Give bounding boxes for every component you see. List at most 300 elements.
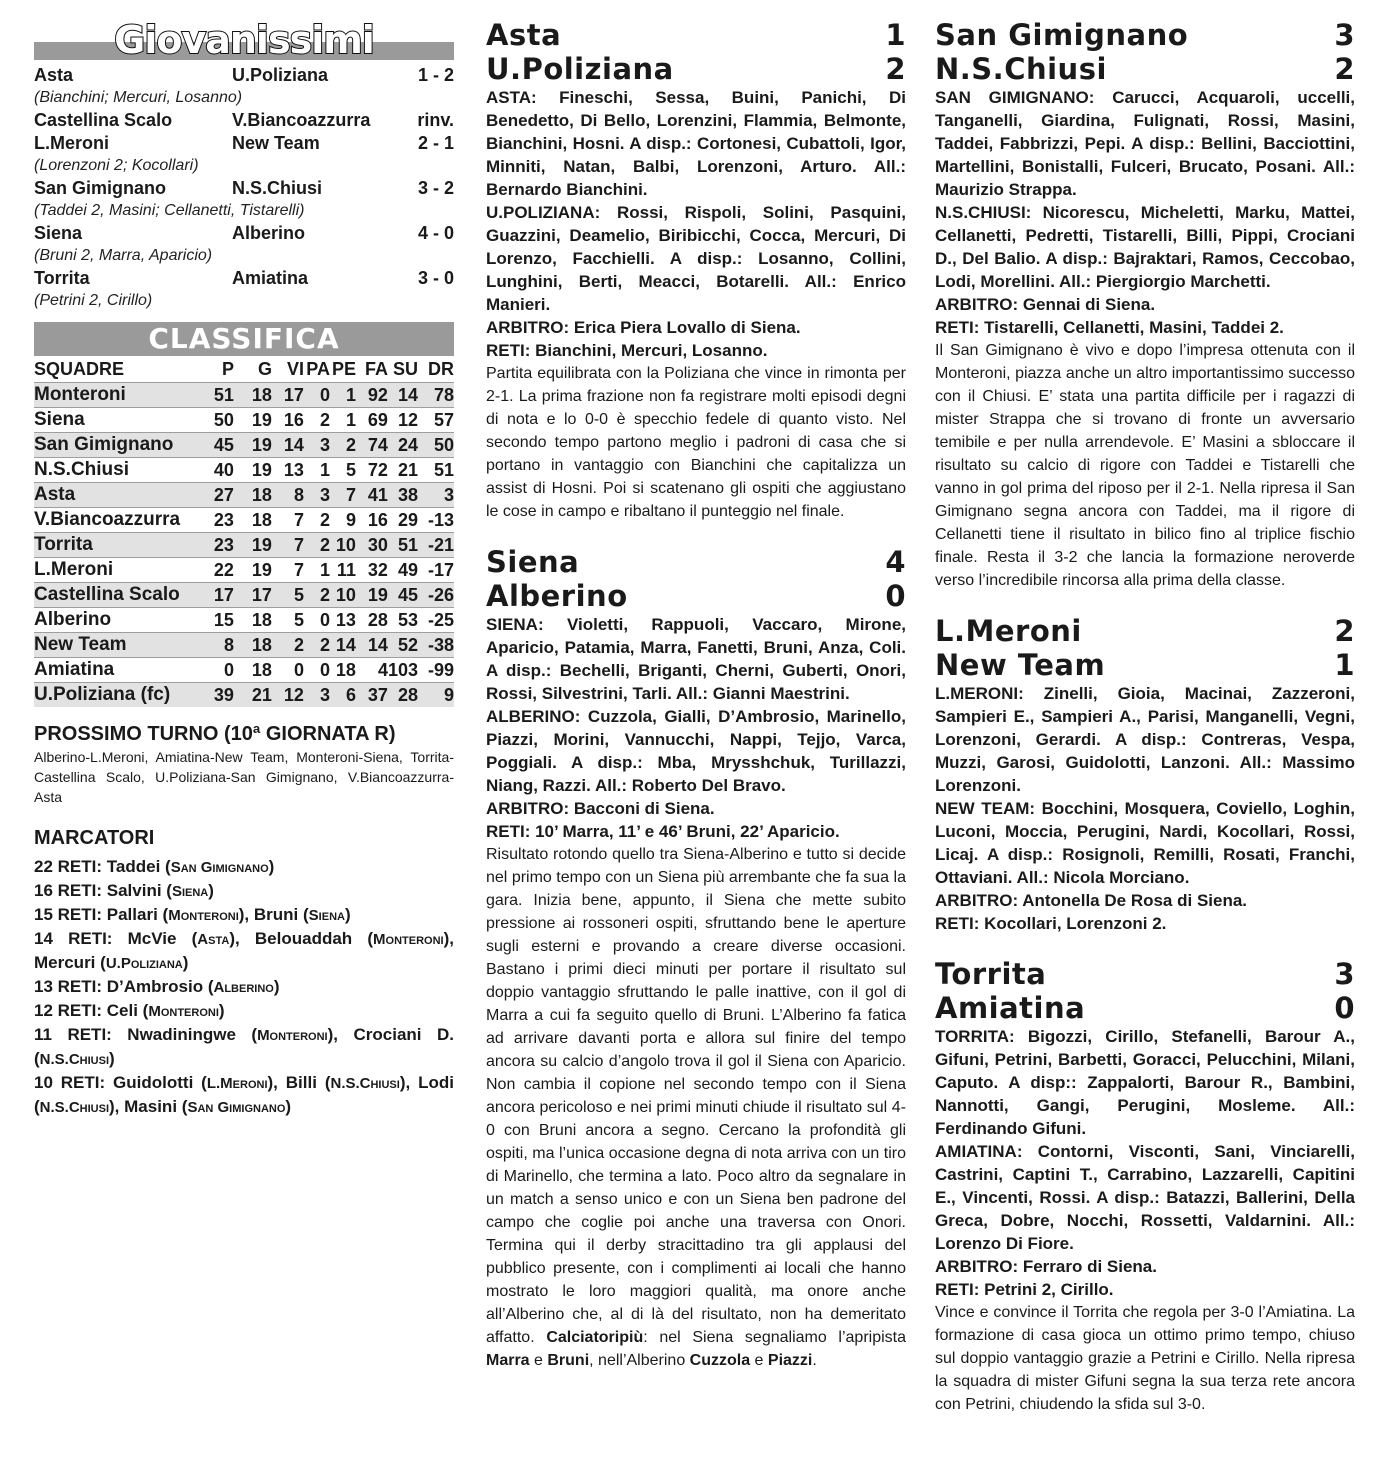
standings-cell: 18 <box>234 608 272 633</box>
standings-cell: 19 <box>234 408 272 433</box>
standings-cell: 18 <box>234 508 272 533</box>
result-scorers: (Bruni 2, Marra, Aparicio) <box>34 247 213 264</box>
standings-team: San Gimignano <box>34 433 194 458</box>
player-highlight: Cuzzola <box>689 1352 751 1369</box>
standings-cell: 14 <box>272 433 304 458</box>
standings-cell: 78 <box>418 383 454 408</box>
standings-cell: 5 <box>272 583 304 608</box>
standings-team: U.Poliziana (fc) <box>34 683 194 708</box>
match-report-text: Partita equilibrata con la Poliziana che vince in rimonta per 2-1. La prima frazione non fa registrare molti episodi degni di nota e lo 0-0 è specchio fedele di quanto visto. Nel secondo tempo partono meglio i padroni di casa che si portano in vantaggio con Bianchini che capitalizza un assist di Hosni. Poi si scatenano gli ospiti che aggiustano le cose in campo e ribaltano il punteggio nel finale. <box>486 365 906 520</box>
away-goals: 2 <box>885 52 906 86</box>
standings-cell: 2 <box>304 633 330 658</box>
standings-cell: 19 <box>234 558 272 583</box>
result-scorers: (Bianchini; Mercuri, Losanno) <box>34 89 243 106</box>
standings-cell: 27 <box>194 483 234 508</box>
result-scorers: (Lorenzoni 2; Kocollari) <box>34 157 199 174</box>
calciatoripiu-label: Calciatoripiù <box>546 1329 644 1346</box>
standings-cell: 41 <box>356 483 388 508</box>
match-away-row <box>935 991 1355 1025</box>
match-report <box>935 1301 1355 1416</box>
standings-row <box>34 508 454 533</box>
scorer-goals: 22 RETI: <box>34 857 103 876</box>
scorer-team: U.Poliziana <box>105 955 183 972</box>
standings-cell: 0 <box>194 658 234 683</box>
standings-row <box>34 458 454 483</box>
standings-cell: 10 <box>330 583 356 608</box>
scorer-name: Crociani D. <box>353 1025 454 1044</box>
standings-cell: 50 <box>418 433 454 458</box>
standings-cell: 74 <box>356 433 388 458</box>
player-highlight: Bruni <box>547 1352 590 1369</box>
standings-cell: 5 <box>272 608 304 633</box>
match-block <box>486 545 906 1372</box>
standings-cell: 0 <box>304 658 330 683</box>
away-team: U.Poliziana <box>232 65 329 85</box>
standings-cell: 19 <box>234 458 272 483</box>
match-report <box>935 339 1355 592</box>
standings-cell: 0 <box>272 658 304 683</box>
scorer-name: Salvini <box>106 881 162 900</box>
standings-cell: 53 <box>388 608 418 633</box>
scorer-name: Nwadiningwe <box>127 1025 236 1044</box>
standings-cell: 21 <box>388 458 418 483</box>
scorer-goals: 11 RETI: <box>34 1025 112 1044</box>
standings-cell: 50 <box>194 408 234 433</box>
home-team: Siena <box>34 223 83 243</box>
standings-cell: 18 <box>234 483 272 508</box>
match-home-row <box>935 18 1355 52</box>
scorer-goals: 14 RETI: <box>34 929 113 948</box>
scorer-name: D’Ambrosio <box>106 977 204 996</box>
standings-cell: 51 <box>388 533 418 558</box>
standings-cell: 22 <box>194 558 234 583</box>
scorer-name: Taddei <box>106 857 161 876</box>
standings-cell: 14 <box>388 383 418 408</box>
standings-cell: 10 <box>330 533 356 558</box>
standings-cell: -38 <box>418 633 454 658</box>
match-info-line: RETI: Kocollari, Lorenzoni 2. <box>935 914 1167 933</box>
home-team-name: L.Meroni <box>935 614 1082 648</box>
standings-row <box>34 433 454 458</box>
standings-cell: 14 <box>356 633 388 658</box>
standings-row <box>34 633 454 658</box>
result-row <box>34 267 454 290</box>
away-team: N.S.Chiusi <box>232 178 323 198</box>
standings-cell: 2 <box>304 408 330 433</box>
standings-cell: 69 <box>356 408 388 433</box>
standings-row <box>34 683 454 708</box>
result-row <box>34 177 454 200</box>
away-team-name: U.Poliziana <box>486 52 674 86</box>
scorer-team: San Gimignano <box>187 1099 286 1116</box>
match-block <box>935 614 1355 935</box>
standings-team: L.Meroni <box>34 558 194 583</box>
standings-header-cell: P <box>221 359 234 379</box>
standings-cell: 45 <box>194 433 234 458</box>
match-info-line: ARBITRO: Gennai di Siena. <box>935 295 1156 314</box>
match-home-row <box>486 18 906 52</box>
standings-cell: 0 <box>304 383 330 408</box>
standings-cell: 9 <box>330 508 356 533</box>
standings-cell: 40 <box>194 458 234 483</box>
home-team-name: Siena <box>486 545 580 579</box>
standings-cell: 5 <box>330 458 356 483</box>
match-info-line: ASTA: Fineschi, Sessa, Buini, Panichi, Di Benedetto, Di Bello, Lorenzini, Flammia, Belmonte, Bianchini, Hosni. A disp.: Cortonesi, Cubattoli, Igor, Minniti, Natan, Balbi, Lorenzoni, Arturo. All.: Bernardo Bianchini. <box>486 88 906 199</box>
match-home-row <box>935 957 1355 991</box>
match-info-line: AMIATINA: Contorni, Visconti, Sani, Vinciarelli, Castrini, Captini T., Carrabino, Lazzarelli, Capitini E., Vincenti, Rossi. A disp.: Batazzi, Ballerini, Della Greca, Dobre, Nocchi, Rossetti, Valdarnini. All.: Lorenzo Di Fiore. <box>935 1142 1355 1253</box>
standings-cell: 3 <box>304 683 330 708</box>
standings-cell: 30 <box>356 533 388 558</box>
standings-cell: 28 <box>356 608 388 633</box>
standings-cell: 18 <box>330 658 356 683</box>
match-info-line: ARBITRO: Ferraro di Siena. <box>935 1257 1157 1276</box>
standings-cell: 32 <box>356 558 388 583</box>
match-info-line: SIENA: Violetti, Rappuoli, Vaccaro, Mirone, Aparicio, Patamia, Marra, Fanetti, Bruni, Anza, Coli. A disp.: Bechelli, Briganti, Cherni, Guberti, Onori, Rossi, Silvestrini, Tarli. All.: Gianni Maestrini. <box>486 615 906 703</box>
away-goals: 1 <box>1334 648 1355 682</box>
result-scorers: (Taddei 2, Masini; Cellanetti, Tistarelli) <box>34 202 305 219</box>
scorer-team: L.Meroni <box>206 1075 268 1092</box>
report-text: e <box>529 1352 548 1369</box>
standings-cell: 51 <box>418 458 454 483</box>
match-info-line: SAN GIMIGNANO: Carucci, Acquaroli, uccelli, Tanganelli, Giardina, Fulignati, Rossi, Masini, Taddei, Fabbrizzi, Pepi. A disp.: Bellini, Bacciottini, Martellini, Bonistalli, Fulceri, Brucato, Posani. All.: Maurizio Strappa. <box>935 88 1355 199</box>
scorer-team: Monteroni <box>148 1003 219 1020</box>
report-text: e <box>750 1352 768 1369</box>
scorer-name: Billi <box>285 1073 317 1092</box>
home-goals: 4 <box>885 545 906 579</box>
away-goals: 0 <box>885 579 906 613</box>
match-info-line: TORRITA: Bigozzi, Cirillo, Stefanelli, Barour A., Gifuni, Petrini, Barbetti, Goracci, Pelucchini, Milani, Caputo. A disp:: Zappalorti, Barour R., Bambini, Nannotti, Gangi, Perugini, Mosleme. All.: Ferdinando Gifuni. <box>935 1027 1355 1138</box>
classifica-title: CLASSIFICA <box>148 322 340 355</box>
standings-header-cell: DR <box>428 359 454 379</box>
match-info-line: N.S.CHIUSI: Nicorescu, Micheletti, Marku, Mattei, Cellanetti, Pedretti, Tistarelli, Billi, Pippi, Crociani D., Del Balio. A disp.: Bajraktari, Ramos, Ceccobao, Lodi, Morellini. All.: Piergiorgio Marchetti. <box>935 203 1355 291</box>
scorer-team: N.S.Chiusi <box>39 1051 110 1068</box>
scorer-team: Asta <box>197 931 230 948</box>
standings-cell: 13 <box>330 608 356 633</box>
scorer-line: 13 RETI: D’Ambrosio (Alberino) <box>34 977 280 996</box>
standings-cell: 2 <box>304 583 330 608</box>
standings-row <box>34 583 454 608</box>
middle-column <box>486 18 906 1394</box>
marcatori-title: MARCATORI <box>34 827 155 849</box>
standings-team: Monteroni <box>34 383 194 408</box>
match-info-line: RETI: 10’ Marra, 11’ e 46’ Bruni, 22’ Aparicio. <box>486 822 840 841</box>
scorer-name: Celi <box>106 1001 138 1020</box>
scorer-line: 12 RETI: Celi (Monteroni) <box>34 1001 225 1020</box>
standings-header-cell: VI <box>286 359 304 379</box>
away-team-name: Amiatina <box>935 991 1086 1025</box>
standings-cell: 17 <box>234 583 272 608</box>
match-info-line: NEW TEAM: Bocchini, Mosquera, Coviello, Loghin, Luconi, Moccia, Perugini, Nardi, Kocollari, Rossi, Licaj. A disp.: Rosignoli, Remilli, Rosati, Franchi, Ottaviani. All.: Nicola Morciano. <box>935 799 1355 887</box>
home-team-name: Asta <box>486 18 562 52</box>
standings-table <box>34 356 454 707</box>
standings-cell: 12 <box>272 683 304 708</box>
marcatori-list <box>34 855 454 1119</box>
standings-cell: 1 <box>330 408 356 433</box>
result-scorers: (Petrini 2, Cirillo) <box>34 292 153 309</box>
away-team: New Team <box>232 133 320 153</box>
home-team: Asta <box>34 65 74 85</box>
standings-cell: 49 <box>388 558 418 583</box>
player-highlight: Piazzi <box>767 1352 813 1369</box>
standings-cell: 45 <box>388 583 418 608</box>
scorer-goals: 10 RETI: <box>34 1073 106 1092</box>
scorer-line: 16 RETI: Salvini (Siena) <box>34 881 214 900</box>
standings-team: N.S.Chiusi <box>34 458 194 483</box>
standings-header-cell: G <box>257 359 272 379</box>
standings-team: New Team <box>34 633 194 658</box>
home-goals: 2 <box>1334 614 1355 648</box>
classifica-banner <box>34 322 454 356</box>
scorer-name: Belouaddah <box>254 929 353 948</box>
standings-cell: 2 <box>272 633 304 658</box>
standings-cell: 8 <box>194 633 234 658</box>
standings-cell: 9 <box>418 683 454 708</box>
match-info-line: RETI: Petrini 2, Cirillo. <box>935 1280 1114 1299</box>
score: 3 - 0 <box>417 268 454 288</box>
standings-cell: 15 <box>194 608 234 633</box>
standings-team: V.Biancoazzurra <box>34 508 194 533</box>
scorer-goals: 12 RETI: <box>34 1001 103 1020</box>
standings-row <box>34 608 454 633</box>
standings-team: Asta <box>34 483 194 508</box>
standings-cell: 17 <box>194 583 234 608</box>
standings-cell: 2 <box>304 533 330 558</box>
home-team: Torrita <box>34 268 90 288</box>
standings-cell: 12 <box>388 408 418 433</box>
standings-cell: 8 <box>272 483 304 508</box>
standings-cell: 0 <box>304 608 330 633</box>
scorer-goals: 16 RETI: <box>34 881 103 900</box>
standings-cell: 28 <box>388 683 418 708</box>
standings-cell: 3 <box>418 483 454 508</box>
standings-header-cell: PE <box>331 359 356 379</box>
standings-cell: 7 <box>272 558 304 583</box>
report-text: , nell’Alberino <box>589 1352 690 1369</box>
standings-cell: 16 <box>356 508 388 533</box>
scorer-name: Lodi <box>418 1073 454 1092</box>
scorer-team: Siena <box>171 883 209 900</box>
scorer-team: San Gimignano <box>170 859 269 876</box>
standings-cell: -13 <box>418 508 454 533</box>
standings-cell: 14 <box>330 633 356 658</box>
scorer-line: 22 RETI: Taddei (San Gimignano) <box>34 857 275 876</box>
scorer-team: N.S.Chiusi <box>39 1099 110 1116</box>
standings-cell: -99 <box>418 658 454 683</box>
scorer-line: 10 RETI: Guidolotti (L.Meroni), Billi (N.S.Chiusi), Lodi (N.S.Chiusi), Masini (San Gimignano) <box>34 1073 454 1116</box>
result-row <box>34 64 454 87</box>
standings-cell: -26 <box>418 583 454 608</box>
score: 3 - 2 <box>417 178 454 198</box>
match-report-text: Risultato rotondo quello tra Siena-Alberino e tutto si decide nel primo tempo con un Siena più arrembante che fa sua la gara. Inizia bene, appunto, il Siena che mette subito pressione ai rossoneri ospiti, sfruttando bene le aperture sugli esterni e provando a creare diverse occasioni. Bastano i primi dieci minuti per portare il risultato sul doppio vantaggio sfruttando le palle inattive, con il gol di Marra a cui fa seguito quello di Bruni. L’Alberino fa fatica ad arrivare davanti porta e allora sul finire del tempo ancora su calcio d’angolo trova il gol il Siena con Aparicio. Non cambia il copione nel secondo tempo con il Siena ancora pericoloso e nei primi minuti chiude il risultato sul 4-0 con Bruni ancora a segno. Cercano la profondità gli ospiti, ma l’unica occasione degna di nota arriva con un tiro di Marinello, che termina a lato. Poco altro da segnalare in un match a senso unico e con un Siena ben padrone del campo che coglie poi anche una traversa con Onori. Termina qui il derby stracittadino tra gli applausi del pubblico presente, con i complimenti ai locali che hanno mostrato le loro maggiori qualità, ma onore anche all’Alberino che, al di là del risultato, non ha demeritato affatto. <box>486 846 906 1346</box>
standings-cell: 7 <box>272 508 304 533</box>
standings-cell: 39 <box>194 683 234 708</box>
scorer-team: Monteroni <box>373 931 444 948</box>
left-column <box>34 18 454 1119</box>
standings-team: Siena <box>34 408 194 433</box>
prossimo-turno-text: Alberino-L.Meroni, Amiatina-New Team, Monteroni-Siena, Torrita-Castellina Scalo, U.Poliziana-San Gimignano, V.Biancoazzurra-Asta <box>34 749 454 805</box>
standings-cell: 3 <box>304 483 330 508</box>
standings-team: Castellina Scalo <box>34 583 194 608</box>
standings-cell: 18 <box>234 633 272 658</box>
standings-cell: 57 <box>418 408 454 433</box>
scorer-name: Mercuri <box>34 953 96 972</box>
match-block <box>935 18 1355 592</box>
scorer-team: Monteroni <box>257 1027 328 1044</box>
home-goals: 3 <box>1334 18 1355 52</box>
home-team: L.Meroni <box>34 133 109 153</box>
match-report <box>486 843 906 1372</box>
standings-cell: 18 <box>234 383 272 408</box>
away-team-name: N.S.Chiusi <box>935 52 1107 86</box>
standings-row <box>34 533 454 558</box>
result-row <box>34 132 454 155</box>
standings-row <box>34 483 454 508</box>
away-team: Alberino <box>232 223 306 243</box>
match-info-line: U.POLIZIANA: Rossi, Rispoli, Solini, Pasquini, Guazzini, Deamelio, Biribicchi, Cocca, Mercuri, Di Lorenzo, Facchielli. A disp.: Losanno, Collini, Lunghini, Berti, Meacci, Botarelli. All.: Enrico Manieri. <box>486 203 906 314</box>
match-report <box>486 362 906 523</box>
standings-cell: 18 <box>234 658 272 683</box>
standings-team: Torrita <box>34 533 194 558</box>
standings-cell: -25 <box>418 608 454 633</box>
scorer-line: 14 RETI: McVie (Asta), Belouaddah (Monteroni), Mercuri (U.Poliziana) <box>34 929 454 972</box>
standings-cell: 37 <box>356 683 388 708</box>
score: 2 - 1 <box>417 133 454 153</box>
match-block <box>486 18 906 523</box>
standings-cell: 6 <box>330 683 356 708</box>
match-home-row <box>935 614 1355 648</box>
standings-cell: 21 <box>234 683 272 708</box>
standings-cell: 23 <box>194 533 234 558</box>
standings-cell: 29 <box>388 508 418 533</box>
score: 1 - 2 <box>417 65 454 85</box>
standings-header-cell: SU <box>392 359 418 379</box>
standings-cell: 52 <box>388 633 418 658</box>
match-info-line: L.MERONI: Zinelli, Gioia, Macinai, Zazzeroni, Sampieri E., Sampieri A., Parisi, Manganelli, Vegni, Lorenzoni, Gerardi. A disp.: Contreras, Vespa, Muzzi, Garosi, Guidolotti, Lanzoni. All.: Massimo Lorenzoni. <box>935 684 1355 795</box>
match-info-line: ARBITRO: Bacconi di Siena. <box>486 799 715 818</box>
standings-cell: 38 <box>388 483 418 508</box>
standings-header-cell: SQUADRE <box>34 359 125 379</box>
standings-row <box>34 558 454 583</box>
standings-header-cell: PA <box>306 359 330 379</box>
standings-cell: 11 <box>330 558 356 583</box>
home-team-name: Torrita <box>935 957 1047 991</box>
section-banner <box>34 20 454 64</box>
results-list <box>34 64 454 312</box>
match-info-line: ARBITRO: Erica Piera Lovallo di Siena. <box>486 318 801 337</box>
standings-row <box>34 658 454 683</box>
home-goals: 3 <box>1334 957 1355 991</box>
away-team-name: New Team <box>935 648 1106 682</box>
home-team: San Gimignano <box>34 178 167 198</box>
standings-cell: 3 <box>304 433 330 458</box>
away-goals: 0 <box>1334 991 1355 1025</box>
prossimo-turno-title: PROSSIMO TURNO (10ª GIORNATA R) <box>34 723 396 745</box>
standings-cell: 13 <box>272 458 304 483</box>
standings-cell: 24 <box>388 433 418 458</box>
scorer-name: Bruni <box>253 905 299 924</box>
scorer-team: Monteroni <box>168 907 239 924</box>
standings-row <box>34 408 454 433</box>
result-row <box>34 222 454 245</box>
standings-cell: 7 <box>272 533 304 558</box>
standings-cell: 2 <box>304 508 330 533</box>
scorer-goals: 15 RETI: <box>34 905 103 924</box>
match-info-line: RETI: Bianchini, Mercuri, Losanno. <box>486 341 768 360</box>
scorer-team: N.S.Chiusi <box>330 1075 400 1092</box>
scorer-team: Siena <box>308 907 345 924</box>
standings-team: Alberino <box>34 608 194 633</box>
match-away-row <box>935 648 1355 682</box>
away-team-name: Alberino <box>486 579 628 613</box>
standings-team: Amiatina <box>34 658 194 683</box>
scorer-name: Guidolotti <box>113 1073 194 1092</box>
scorer-goals: 13 RETI: <box>34 977 103 996</box>
match-info-line: ALBERINO: Cuzzola, Gialli, D’Ambrosio, Marinello, Piazzi, Morini, Vannucchi, Nappi, Tejjo, Varca, Poggiali. A disp.: Mba, Mrysshchuk, Turillazzi, Niang, Razzi. All.: Roberto Del Bravo. <box>486 707 906 795</box>
standings-cell: 1 <box>304 458 330 483</box>
scorer-line: 15 RETI: Pallari (Monteroni), Bruni (Siena) <box>34 905 351 924</box>
match-block <box>935 957 1355 1416</box>
standings-cell: 4 <box>356 658 388 683</box>
standings-cell: 2 <box>330 433 356 458</box>
scorer-line: 11 RETI: Nwadiningwe (Monteroni), Crociani D. (N.S.Chiusi) <box>34 1025 454 1068</box>
standings-cell: 51 <box>194 383 234 408</box>
standings-cell: 17 <box>272 383 304 408</box>
match-report-text: Vince e convince il Torrita che regola per 3-0 l’Amiatina. La formazione di casa gioca un ottimo primo tempo, chiuso sul doppio vantaggio grazie a Petrini e Cirillo. Nella ripresa la squadra di mister Gifuni segna la sua terza rete ancora con Petrini, chiudendo la sfida sul 3-0. <box>935 1304 1355 1413</box>
match-away-row <box>935 52 1355 86</box>
score: 4 - 0 <box>417 223 454 243</box>
match-info-line: ARBITRO: Antonella De Rosa di Siena. <box>935 891 1248 910</box>
score: rinv. <box>417 110 454 130</box>
section-title: Giovanissimi <box>114 18 374 62</box>
report-text: . <box>812 1352 817 1369</box>
away-team: Amiatina <box>232 268 309 288</box>
player-highlight: Marra <box>486 1352 530 1369</box>
standings-cell: -17 <box>418 558 454 583</box>
match-info-line: RETI: Tistarelli, Cellanetti, Masini, Taddei 2. <box>935 318 1284 337</box>
match-home-row <box>486 545 906 579</box>
match-report-text: Il San Gimignano è vivo e dopo l’impresa ottenuta con il Monteroni, piazza anche un altro importantissimo successo con il Chiusi. E’ stata una partita difficile per i ragazzi di mister Strappa che si trovano di fronte un avversario temibile e per nulla arrendevole. E’ Masini a sbloccare il risultato su calcio di rigore con Taddei e Tistarelli che vanno in gol prima del riposo per il 2-1. Nella ripresa il San Gimignano segna ancora con Taddei, ma il rigore di Cellanetti tiene il risultato in bilico fino al triplice fischio finale. Resta il 3-2 che lancia la formazione neroverde verso l’incredibile rincorsa alla prima della classe. <box>935 342 1355 589</box>
standings-cell: 1 <box>304 558 330 583</box>
standings-cell: 19 <box>356 583 388 608</box>
standings-cell: 23 <box>194 508 234 533</box>
match-away-row <box>486 52 906 86</box>
right-column <box>935 18 1355 1438</box>
standings-cell: 19 <box>234 533 272 558</box>
scorer-name: Pallari <box>106 905 158 924</box>
standings-cell: 72 <box>356 458 388 483</box>
report-text: : nel Siena segnaliamo l’apripista <box>643 1329 906 1346</box>
standings-cell: -21 <box>418 533 454 558</box>
standings-cell: 19 <box>234 433 272 458</box>
match-away-row <box>486 579 906 613</box>
scorer-team: Alberino <box>213 979 274 996</box>
scorer-name: McVie <box>127 929 177 948</box>
standings-cell: 103 <box>388 658 418 683</box>
standings-header-row <box>34 356 454 383</box>
scorer-name: Masini <box>124 1097 178 1116</box>
standings-cell: 92 <box>356 383 388 408</box>
standings-cell: 1 <box>330 383 356 408</box>
standings-cell: 16 <box>272 408 304 433</box>
home-goals: 1 <box>885 18 906 52</box>
home-team: Castellina Scalo <box>34 110 173 130</box>
home-team-name: San Gimignano <box>935 18 1189 52</box>
away-team: V.Biancoazzurra <box>232 110 371 130</box>
standings-row <box>34 383 454 408</box>
result-row <box>34 109 454 132</box>
away-goals: 2 <box>1334 52 1355 86</box>
standings-header-cell: FA <box>364 359 388 379</box>
